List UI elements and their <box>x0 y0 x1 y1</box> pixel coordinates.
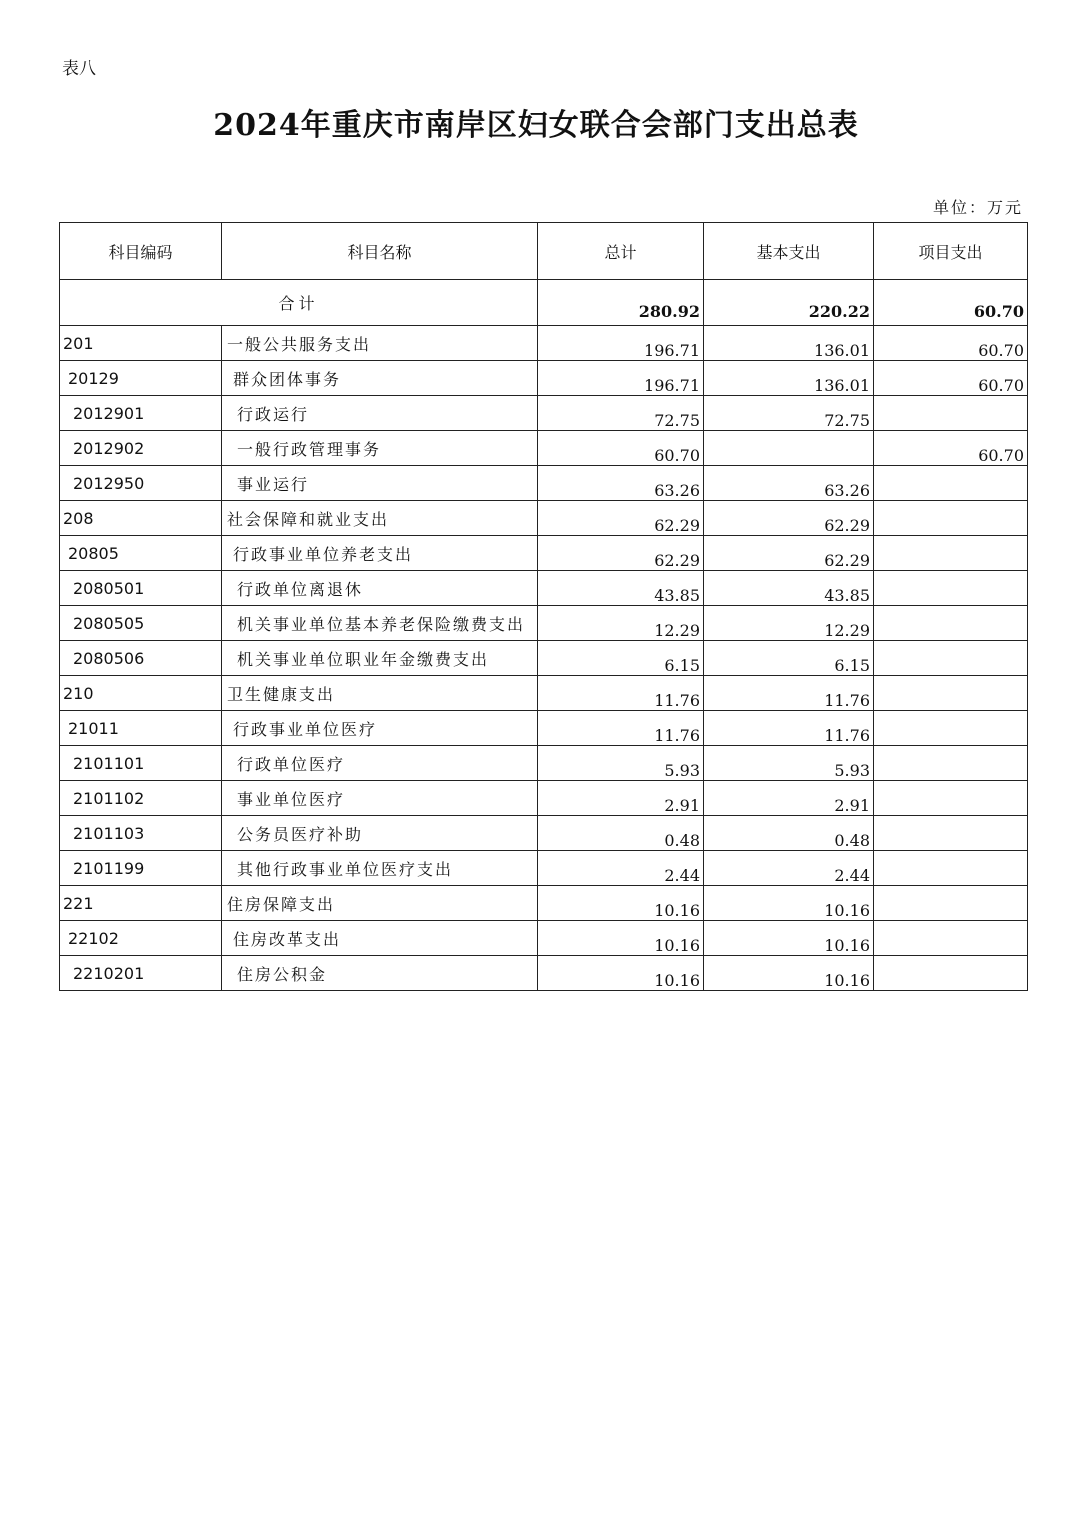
cell-code: 201 <box>60 326 222 361</box>
cell-name: 一般行政管理事务 <box>222 431 538 466</box>
cell-basic: 136.01 <box>704 361 874 396</box>
table-row <box>60 816 1028 851</box>
cell-basic: 11.76 <box>704 676 874 711</box>
cell-project <box>874 571 1028 606</box>
header-name: 科目名称 <box>222 223 538 280</box>
table-row <box>60 851 1028 886</box>
cell-basic: 11.76 <box>704 711 874 746</box>
cell-code: 2101199 <box>60 851 222 886</box>
cell-project: 60.70 <box>874 326 1028 361</box>
cell-name: 公务员医疗补助 <box>222 816 538 851</box>
header-project: 项目支出 <box>874 223 1028 280</box>
cell-name: 社会保障和就业支出 <box>222 501 538 536</box>
cell-total: 2.44 <box>538 851 704 886</box>
cell-total: 10.16 <box>538 956 704 991</box>
total-project: 60.70 <box>874 280 1028 326</box>
total-label: 合计 <box>60 280 538 326</box>
table-row <box>60 921 1028 956</box>
cell-total: 11.76 <box>538 711 704 746</box>
cell-code: 20805 <box>60 536 222 571</box>
cell-name: 事业运行 <box>222 466 538 501</box>
cell-basic: 10.16 <box>704 921 874 956</box>
cell-code: 2210201 <box>60 956 222 991</box>
cell-code: 2012902 <box>60 431 222 466</box>
cell-basic: 63.26 <box>704 466 874 501</box>
cell-name: 行政运行 <box>222 396 538 431</box>
cell-name: 卫生健康支出 <box>222 676 538 711</box>
cell-total: 196.71 <box>538 361 704 396</box>
table-row <box>60 711 1028 746</box>
table-row <box>60 396 1028 431</box>
cell-code: 208 <box>60 501 222 536</box>
cell-name: 住房保障支出 <box>222 886 538 921</box>
cell-total: 6.15 <box>538 641 704 676</box>
cell-name: 行政事业单位养老支出 <box>222 536 538 571</box>
cell-basic: 72.75 <box>704 396 874 431</box>
cell-code: 221 <box>60 886 222 921</box>
header-total: 总计 <box>538 223 704 280</box>
cell-basic: 12.29 <box>704 606 874 641</box>
cell-basic: 10.16 <box>704 956 874 991</box>
cell-code: 2080505 <box>60 606 222 641</box>
table-row <box>60 361 1028 396</box>
cell-code: 2012901 <box>60 396 222 431</box>
cell-project <box>874 676 1028 711</box>
cell-basic <box>704 431 874 466</box>
cell-code: 20129 <box>60 361 222 396</box>
cell-code: 210 <box>60 676 222 711</box>
cell-code: 21011 <box>60 711 222 746</box>
cell-project <box>874 781 1028 816</box>
cell-project <box>874 606 1028 641</box>
cell-basic: 6.15 <box>704 641 874 676</box>
cell-total: 62.29 <box>538 536 704 571</box>
cell-project <box>874 466 1028 501</box>
cell-basic: 43.85 <box>704 571 874 606</box>
header-basic: 基本支出 <box>704 223 874 280</box>
cell-total: 62.29 <box>538 501 704 536</box>
cell-basic: 5.93 <box>704 746 874 781</box>
total-basic: 220.22 <box>704 280 874 326</box>
cell-name: 行政单位医疗 <box>222 746 538 781</box>
header-code: 科目编码 <box>60 223 222 280</box>
cell-project <box>874 396 1028 431</box>
cell-basic: 2.91 <box>704 781 874 816</box>
table-row <box>60 431 1028 466</box>
cell-code: 2101103 <box>60 816 222 851</box>
cell-code: 2080506 <box>60 641 222 676</box>
total-sum: 280.92 <box>538 280 704 326</box>
table-row <box>60 501 1028 536</box>
cell-total: 2.91 <box>538 781 704 816</box>
table-row <box>60 466 1028 501</box>
cell-name: 一般公共服务支出 <box>222 326 538 361</box>
cell-total: 43.85 <box>538 571 704 606</box>
cell-basic: 10.16 <box>704 886 874 921</box>
cell-total: 72.75 <box>538 396 704 431</box>
cell-project <box>874 536 1028 571</box>
cell-basic: 2.44 <box>704 851 874 886</box>
cell-total: 63.26 <box>538 466 704 501</box>
cell-code: 22102 <box>60 921 222 956</box>
cell-project <box>874 711 1028 746</box>
table-row <box>60 606 1028 641</box>
cell-project: 60.70 <box>874 361 1028 396</box>
cell-project <box>874 641 1028 676</box>
table-row <box>60 956 1028 991</box>
cell-project <box>874 501 1028 536</box>
cell-basic: 0.48 <box>704 816 874 851</box>
cell-total: 10.16 <box>538 886 704 921</box>
cell-name: 机关事业单位职业年金缴费支出 <box>222 641 538 676</box>
table-row <box>60 886 1028 921</box>
cell-code: 2080501 <box>60 571 222 606</box>
table-row <box>60 781 1028 816</box>
cell-total: 196.71 <box>538 326 704 361</box>
cell-name: 行政单位离退休 <box>222 571 538 606</box>
cell-name: 其他行政事业单位医疗支出 <box>222 851 538 886</box>
cell-basic: 62.29 <box>704 536 874 571</box>
table-row <box>60 536 1028 571</box>
cell-basic: 62.29 <box>704 501 874 536</box>
cell-project <box>874 886 1028 921</box>
page-title: 2024年重庆市南岸区妇女联合会部门支出总表 <box>213 108 859 143</box>
cell-total: 11.76 <box>538 676 704 711</box>
table-header-row <box>60 223 1028 280</box>
cell-name: 群众团体事务 <box>222 361 538 396</box>
cell-project <box>874 851 1028 886</box>
cell-total: 5.93 <box>538 746 704 781</box>
cell-name: 住房改革支出 <box>222 921 538 956</box>
cell-name: 机关事业单位基本养老保险缴费支出 <box>222 606 538 641</box>
cell-code: 2012950 <box>60 466 222 501</box>
cell-total: 60.70 <box>538 431 704 466</box>
cell-code: 2101101 <box>60 746 222 781</box>
unit-label: 单位：万元 <box>932 198 1023 217</box>
table-row <box>60 641 1028 676</box>
table-row <box>60 746 1028 781</box>
cell-name: 事业单位医疗 <box>222 781 538 816</box>
cell-project: 60.70 <box>874 431 1028 466</box>
cell-code: 2101102 <box>60 781 222 816</box>
cell-project <box>874 746 1028 781</box>
cell-total: 0.48 <box>538 816 704 851</box>
table-row <box>60 676 1028 711</box>
cell-total: 10.16 <box>538 921 704 956</box>
document-label: 表八 <box>62 59 96 79</box>
total-row <box>60 280 1028 326</box>
cell-total: 12.29 <box>538 606 704 641</box>
cell-basic: 136.01 <box>704 326 874 361</box>
table-row <box>60 571 1028 606</box>
cell-project <box>874 956 1028 991</box>
table-row <box>60 326 1028 361</box>
cell-project <box>874 921 1028 956</box>
cell-name: 住房公积金 <box>222 956 538 991</box>
cell-project <box>874 816 1028 851</box>
expenditure-table <box>59 222 1028 991</box>
cell-name: 行政事业单位医疗 <box>222 711 538 746</box>
